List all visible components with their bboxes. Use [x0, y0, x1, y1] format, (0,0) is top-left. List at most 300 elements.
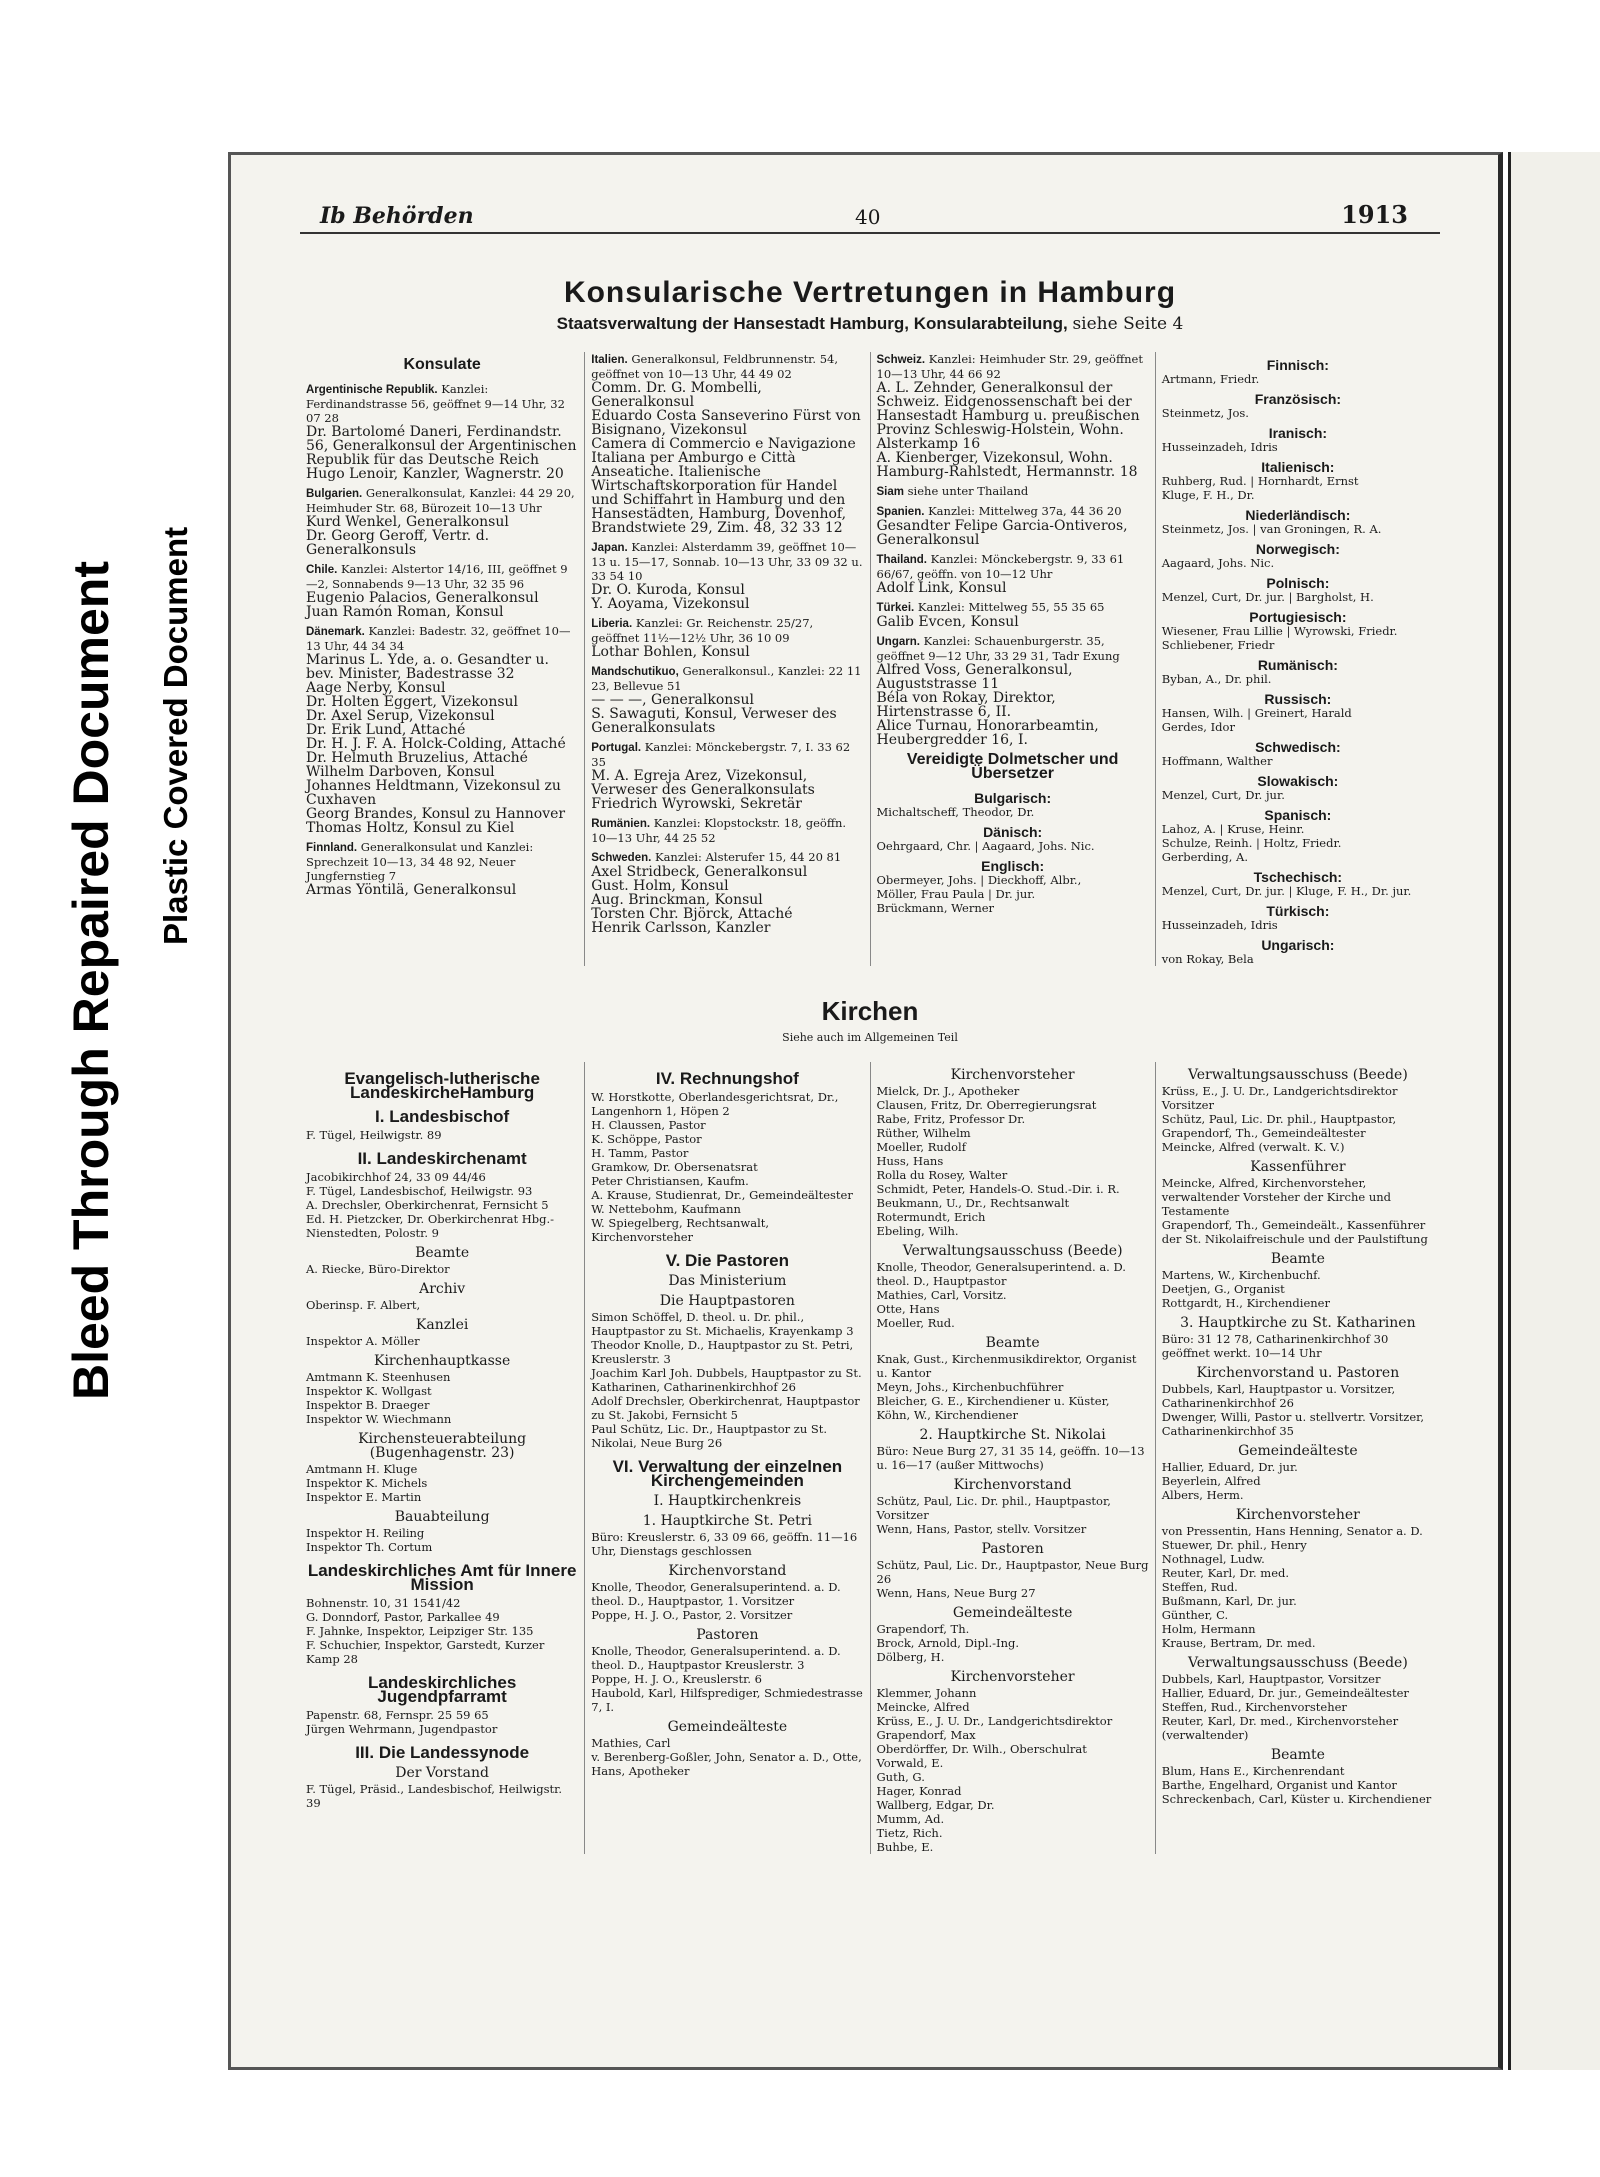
church-entry: Amtmann H. Kluge: [306, 1462, 418, 1476]
subsection-heading: Kirchenvorsteher: [950, 1067, 1075, 1083]
church-entry: Buhbe, E.: [876, 1840, 934, 1854]
country-name: Chile.: [306, 564, 338, 576]
consulate-person: Dr. Bartolomé Daneri, Ferdinandstr. 56, Generalkonsul der Argentinischen Republik für das Deutsche Reich: [306, 424, 577, 468]
language-heading: Iranisch:: [1268, 425, 1328, 441]
church-entry: Meincke, Alfred, Kirchenvorsteher, verwaltender Vorsteher der Kirche und Testamente: [1161, 1176, 1392, 1218]
church-entry: Dubbels, Karl, Hauptpastor u. Vorsitzer, Catharinenkirchhof 26: [1161, 1382, 1396, 1410]
translator-name: Kluge, F. H., Dr.: [1161, 488, 1255, 502]
church-entry: Meyn, Johs., Kirchenbuchführer: [876, 1380, 1064, 1394]
subsection-heading: Pastoren: [696, 1627, 759, 1643]
country-name: Siam: [876, 486, 904, 498]
consulate-person: Eugenio Palacios, Generalkonsul: [306, 590, 539, 606]
country-name: Rumänien.: [591, 818, 651, 830]
church-entry: Inspektor E. Martin: [306, 1490, 422, 1504]
consulate-person: Armas Yöntilä, Generalkonsul: [306, 882, 517, 898]
translator-name: Menzel, Curt, Dr. jur.: [1161, 788, 1285, 802]
subsection-heading: Die Hauptpastoren: [659, 1293, 795, 1309]
consulate-person: Dr. Georg Geroff, Vertr. d. Generalkonsuls: [306, 528, 490, 558]
consulate-entry: [306, 562, 578, 619]
consulate-entry: [591, 352, 863, 535]
church-entry: Hallier, Eduard, Dr. jur., Gemeindeältester: [1161, 1686, 1409, 1700]
country-name: Schweden.: [591, 852, 652, 864]
church-entry: Inspektor A. Möller: [306, 1334, 420, 1348]
language-heading: Schwedisch:: [1255, 739, 1341, 755]
translator-name: Gerberding, A.: [1161, 850, 1248, 864]
church-entry: Reuter, Karl, Dr. med.: [1161, 1566, 1290, 1580]
consulate-person: Georg Brandes, Konsul zu Hannover: [306, 806, 566, 822]
consulate-address: Kanzlei: Klopstockstr. 18, geöffn. 10—13 Uhr, 44 25 52: [591, 816, 847, 845]
church-entry: Huss, Hans: [876, 1154, 944, 1168]
church-entry: Guth, G.: [876, 1770, 925, 1784]
church-entry: Moeller, Rud.: [876, 1316, 955, 1330]
subsection-heading: Kanzlei: [415, 1317, 469, 1333]
church-entry: Mielck, Dr. J., Apotheker: [876, 1084, 1020, 1098]
consulate-address: Kanzlei: Ferdinandstrasse 56, geöffnet 9—14 Uhr, 32 07 28: [306, 382, 565, 425]
church-entry: Stuewer, Dr. phil., Henry: [1161, 1538, 1307, 1552]
translator-name: Menzel, Curt, Dr. jur. | Kluge, F. H., Dr. jur.: [1161, 884, 1412, 898]
consulate-person: S. Sawaguti, Konsul, Verweser des Generalkonsulats: [591, 706, 837, 736]
church-entry: Grapendorf, Th., Gemeindeältester: [1161, 1126, 1366, 1140]
subsection-heading: Beamte: [985, 1335, 1040, 1351]
church-entry: Inspektor B. Draeger: [306, 1398, 430, 1412]
church-entry: Papenstr. 68, Fernspr. 25 59 65: [306, 1708, 489, 1722]
church-entry: Schreckenbach, Carl, Küster u. Kirchendiener: [1161, 1792, 1432, 1806]
section-heading: Evangelisch-lutherische LandeskircheHamburg: [344, 1069, 540, 1102]
church-entry: Amtmann K. Steenhusen: [306, 1370, 451, 1384]
consulate-person: Dr. Axel Serup, Vizekonsul: [306, 708, 495, 724]
language-heading: Englisch:: [981, 858, 1045, 874]
church-entry: Mathies, Carl, Vorsitz.: [876, 1288, 1007, 1302]
bleed-through-label: Bleed Through Repaired Document: [63, 561, 119, 1400]
consulate-person: Y. Aoyama, Vizekonsul: [591, 596, 750, 612]
church-entry: Knak, Gust., Kirchenmusikdirektor, Organist u. Kantor: [876, 1352, 1137, 1380]
country-name: Thailand.: [876, 554, 927, 566]
subsection-heading: Der Vorstand: [395, 1765, 489, 1781]
consulate-person: Lothar Bohlen, Konsul: [591, 644, 750, 660]
church-entry: Albers, Herm.: [1161, 1488, 1244, 1502]
subsection-heading: Verwaltungsausschuss (Beede): [1187, 1067, 1408, 1083]
consulate-address: siehe unter Thailand: [907, 484, 1029, 498]
consulate-address: Kanzlei: Mönckebergstr. 9, 33 61 66/67, geöffn. von 10—12 Uhr: [876, 552, 1125, 581]
country-name: Portugal.: [591, 742, 642, 754]
consulate-address: Kanzlei: Badestr. 32, geöffnet 10—13 Uhr, 44 34 34: [306, 624, 571, 653]
church-column-2: [585, 1062, 870, 1854]
subsection-heading: Archiv: [419, 1281, 466, 1297]
translator-name: Artmann, Friedr.: [1161, 372, 1260, 386]
konsulate-heading: Konsulate: [403, 356, 481, 373]
translator-name: Gerdes, Idor: [1161, 720, 1235, 734]
translator-name: Husseinzadeh, Idris: [1161, 918, 1278, 932]
church-column-3: [871, 1062, 1156, 1854]
section-heading: V. Die Pastoren: [665, 1251, 789, 1270]
consulate-entry: [877, 552, 1149, 595]
consulate-person: Dr. Helmuth Bruzelius, Attaché: [306, 750, 528, 766]
kirchen-title: Kirchen: [821, 996, 919, 1026]
church-entry: Büro: Kreuslerstr. 6, 33 09 66, geöffn. 11—16 Uhr, Dienstags geschlossen: [591, 1530, 858, 1558]
church-entry: Knolle, Theodor, Generalsuperintend. a. D. theol. D., Hauptpastor, 1. Vorsitzer: [591, 1580, 841, 1608]
church-entry: Holm, Hermann: [1161, 1622, 1256, 1636]
subsection-heading: Gemeindeälteste: [952, 1605, 1073, 1621]
consulate-person: Alice Turnau, Honorarbeamtin, Heubergredder 16, I.: [876, 718, 1099, 748]
section-heading: Landeskirchliches Jugendpfarramt: [367, 1673, 517, 1706]
subsection-heading: 2. Hauptkirche St. Nikolai: [919, 1427, 1106, 1443]
consulate-person: Dr. H. J. F. A. Holck-Colding, Attaché: [306, 736, 566, 752]
church-entry: Knolle, Theodor, Generalsuperintend. a. D. theol. D., Hauptpastor: [876, 1260, 1126, 1288]
country-name: Ungarn.: [876, 636, 920, 648]
subsection-heading: Kirchenvorstand: [668, 1563, 787, 1579]
consulate-address: Generalkonsulat und Kanzlei: Sprechzeit 10—13, 34 48 92, Neuer Jungfernstieg 7: [306, 840, 534, 883]
consulate-person: — — —, Generalkonsul: [591, 692, 754, 708]
subsection-heading: Beamte: [415, 1245, 470, 1261]
church-entry: Vorwald, E.: [876, 1756, 944, 1770]
consulate-address: Generalkonsulat, Kanzlei: 44 29 20, Heimhuder Str. 68, Bürozeit 10—13 Uhr: [306, 486, 575, 515]
consulate-entry: [877, 634, 1149, 747]
church-entry: Theodor Knolle, D., Hauptpastor zu St. Petri, Kreuslerstr. 3: [591, 1338, 854, 1366]
church-entry: Simon Schöffel, D. theol. u. Dr. phil., Hauptpastor zu St. Michaelis, Krayenkamp 3: [591, 1310, 854, 1338]
translator-name: Hansen, Wilh. | Greinert, Harald: [1161, 706, 1352, 720]
consulate-person: Eduardo Costa Sanseverino Fürst von Bisignano, Vizekonsul: [591, 408, 861, 438]
church-entry: Meincke, Alfred: [876, 1700, 970, 1714]
consulate-person: Hugo Lenoir, Kanzler, Wagnerstr. 20: [306, 466, 564, 482]
church-entry: Wenn, Hans, Neue Burg 27: [876, 1586, 1036, 1600]
church-entry: Büro: Neue Burg 27, 31 35 14, geöffn. 10—13 u. 16—17 (außer Mittwochs): [876, 1444, 1145, 1472]
consulate-person: A. Kienberger, Vizekonsul, Wohn. Hamburg-Rahlstedt, Hermannstr. 18: [876, 450, 1138, 480]
subsection-heading: Pastoren: [981, 1541, 1044, 1557]
church-entry: von Pressentin, Hans Henning, Senator a. D.: [1161, 1524, 1423, 1538]
church-entry: Köhn, W., Kirchendiener: [876, 1408, 1018, 1422]
subsection-heading: Beamte: [1270, 1747, 1325, 1763]
consulate-person: Galib Evcen, Konsul: [876, 614, 1019, 630]
church-entry: A. Riecke, Büro-Direktor: [306, 1262, 450, 1276]
church-entry: Bußmann, Karl, Dr. jur.: [1161, 1594, 1297, 1608]
consulate-person: Friedrich Wyrowski, Sekretär: [591, 796, 803, 812]
country-name: Italien.: [591, 354, 628, 366]
subsection-heading: Bauabteilung: [394, 1509, 490, 1525]
church-entry: Bohnenstr. 10, 31 1541/42: [306, 1596, 461, 1610]
consulate-person: Henrik Carlsson, Kanzler: [591, 920, 771, 936]
church-entry: Krüss, E., J. U. Dr., Landgerichtsdirektor Vorsitzer: [1161, 1084, 1398, 1112]
consulate-person: Gust. Holm, Konsul: [591, 878, 729, 894]
section-label: Ib Behörden: [320, 203, 474, 229]
consulate-person: M. A. Egreja Arez, Vizekonsul, Verweser des Generalkonsulats: [591, 768, 815, 798]
church-entry: Adolf Drechsler, Oberkirchenrat, Hauptpastor zu St. Jakobi, Fernsicht 5: [591, 1394, 860, 1422]
translator-name: Byban, A., Dr. phil.: [1161, 672, 1272, 686]
adjacent-page-edge: [1508, 152, 1600, 2070]
translator-name: Michaltscheff, Theodor, Dr.: [876, 805, 1035, 819]
church-entry: Tietz, Rich.: [876, 1826, 943, 1840]
country-name: Türkei.: [876, 602, 915, 614]
church-entry: F. Tügel, Heilwigstr. 89: [306, 1128, 442, 1142]
church-entry: Grapendorf, Th.: [876, 1622, 970, 1636]
church-entry: F. Tügel, Landesbischof, Heilwigstr. 93: [306, 1184, 533, 1198]
subsection-heading: 1. Hauptkirche St. Petri: [642, 1513, 812, 1529]
church-entry: Wenn, Hans, Pastor, stellv. Vorsitzer: [876, 1522, 1087, 1536]
country-name: Liberia.: [591, 618, 633, 630]
consulate-entry: [306, 382, 578, 481]
consulate-entry: [591, 540, 863, 611]
church-entry: H. Claussen, Pastor: [591, 1118, 706, 1132]
church-entry: Dölberg, H.: [876, 1650, 945, 1664]
dolmetscher-heading: Vereidigte Dolmetscher und Übersetzer: [906, 751, 1119, 782]
church-entry: Ebeling, Wilh.: [876, 1224, 959, 1238]
language-heading: Polnisch:: [1266, 575, 1330, 591]
church-entry: Moeller, Rudolf: [876, 1140, 966, 1154]
church-entry: Ed. H. Pietzcker, Dr. Oberkirchenrat Hbg.-Nienstedten, Polostr. 9: [306, 1212, 555, 1240]
church-entry: W. Horstkotte, Oberlandesgerichtsrat, Dr., Langenhorn 1, Höpen 2: [591, 1090, 839, 1118]
consulate-person: Kurd Wenkel, Generalkonsul: [306, 514, 509, 530]
consulate-address: Kanzlei: Schauenburgerstr. 35, geöffnet 9—12 Uhr, 33 29 31, Tadr Exung: [876, 634, 1120, 663]
subsection-heading: I. Hauptkirchenkreis: [653, 1493, 802, 1509]
language-heading: Portugiesisch:: [1249, 609, 1347, 625]
church-entry: Schütz, Paul, Lic. Dr. phil., Hauptpastor,: [1161, 1112, 1397, 1126]
subsection-heading: Verwaltungsausschuss (Beede): [1187, 1655, 1408, 1671]
church-entry: Schmidt, Peter, Handels-O. Stud.-Dir. i. R.: [876, 1182, 1120, 1196]
translator-name: Ruhberg, Rud. | Hornhardt, Ernst: [1161, 474, 1359, 488]
page-number: 40: [855, 205, 881, 229]
church-entry: Grapendorf, Th., Gemeindeält., Kassenführer der St. Nikolaifreischule und der Paulstiftung: [1161, 1218, 1428, 1246]
church-entry: W. Spiegelberg, Rechtsanwalt, Kirchenvorsteher: [591, 1216, 770, 1244]
subsection-heading: Kirchenvorstand: [953, 1477, 1072, 1493]
section-heading: IV. Rechnungshof: [655, 1069, 799, 1088]
church-entry: Poppe, H. J. O., Kreuslerstr. 6: [591, 1672, 762, 1686]
subsection-heading: Kirchenvorstand u. Pastoren: [1196, 1365, 1400, 1381]
translator-name: Obermeyer, Johs. | Dieckhoff, Albr.,: [876, 873, 1082, 887]
country-name: Mandschutikuo,: [591, 666, 679, 678]
church-entry: Joachim Karl Joh. Dubbels, Hauptpastor zu St. Katharinen, Catharinenkirchhof 26: [591, 1366, 862, 1394]
church-entry: Otte, Hans: [876, 1302, 940, 1316]
church-entry: Gramkow, Dr. Obersenatsrat: [591, 1160, 758, 1174]
consulate-entry: [306, 840, 578, 897]
section-heading: II. Landeskirchenamt: [357, 1149, 527, 1168]
church-entry: Clausen, Fritz, Dr. Oberregierungsrat: [876, 1098, 1097, 1112]
consulate-address: Kanzlei: Gr. Reichenstr. 25/27, geöffnet 11½—12½ Uhr, 36 10 09: [591, 616, 814, 645]
translator-name: Steinmetz, Jos. | van Groningen, R. A.: [1161, 522, 1382, 536]
church-entry: v. Berenberg-Goßler, John, Senator a. D., Otte, Hans, Apotheker: [591, 1750, 862, 1778]
church-entry: Beukmann, U., Dr., Rechtsanwalt: [876, 1196, 1070, 1210]
consulate-person: Wilhelm Darboven, Konsul: [306, 764, 495, 780]
church-entry: Wallberg, Edgar, Dr.: [876, 1798, 995, 1812]
consulate-address: Kanzlei: Alsterufer 15, 44 20 81: [654, 850, 842, 864]
consulate-entry: [877, 504, 1149, 547]
consulate-entry: [591, 850, 863, 935]
consulate-column-1: [300, 352, 585, 966]
consulate-person: Thomas Holtz, Konsul zu Kiel: [306, 820, 515, 836]
church-entry: Mumm, Ad.: [876, 1812, 945, 1826]
church-entry: Nothnagel, Ludw.: [1161, 1552, 1265, 1566]
church-entry: Inspektor K. Michels: [306, 1476, 428, 1490]
translator-name: Aagaard, Johs. Nic.: [1161, 556, 1275, 570]
country-name: Spanien.: [876, 506, 925, 518]
subsection-heading: Kirchenvorsteher: [950, 1669, 1075, 1685]
country-name: Schweiz.: [876, 354, 926, 366]
subsection-heading: Kirchenvorsteher: [1235, 1507, 1360, 1523]
church-entry: Hager, Konrad: [876, 1784, 962, 1798]
consulate-person: Béla von Rokay, Direktor, Hirtenstrasse 6, II.: [876, 690, 1056, 720]
consulate-address: Generalkonsul., Kanzlei: 22 11 23, Bellevue 51: [591, 664, 862, 693]
translator-name: Lahoz, A. | Kruse, Heinr.: [1161, 822, 1305, 836]
church-entry: Dwenger, Willi, Pastor u. stellvertr. Vorsitzer, Catharinenkirchhof 35: [1161, 1410, 1425, 1438]
church-entry: Steffen, Rud.: [1161, 1580, 1238, 1594]
church-entry: Krüss, E., J. U. Dr., Landgerichtsdirektor: [876, 1714, 1113, 1728]
church-entry: A. Drechsler, Oberkirchenrat, Fernsicht 5: [306, 1198, 549, 1212]
consulate-column-3: [871, 352, 1156, 966]
church-entry: F. Tügel, Präsid., Landesbischof, Heilwigstr. 39: [306, 1782, 563, 1810]
year-label: 1913: [1341, 200, 1408, 229]
church-entry: F. Schuchier, Inspektor, Garstedt, Kurzer Kamp 28: [306, 1638, 545, 1666]
subsection-heading: Das Ministerium: [668, 1273, 787, 1289]
church-entry: Grapendorf, Max: [876, 1728, 976, 1742]
church-entry: Haubold, Karl, Hilfsprediger, Schmiedestrasse 7, I.: [591, 1686, 863, 1714]
consulate-entry: [306, 624, 578, 835]
language-heading: Tschechisch:: [1253, 869, 1343, 885]
consulate-entry: [877, 600, 1149, 629]
section-heading: Landeskirchliches Amt für Innere Mission: [307, 1561, 577, 1594]
subsection-heading: Kirchenhauptkasse: [374, 1353, 511, 1369]
country-name: Finnland.: [306, 842, 358, 854]
subsection-heading: Kirchensteuerabteilung (Bugenhagenstr. 23): [358, 1431, 527, 1461]
translator-name: Möller, Frau Paula | Dr. jur.: [876, 887, 1036, 901]
church-entry: A. Krause, Studienrat, Dr., Gemeindeältester: [591, 1188, 853, 1202]
church-entry: H. Tamm, Pastor: [591, 1146, 689, 1160]
church-entry: Brock, Arnold, Dipl.-Ing.: [876, 1636, 1020, 1650]
language-heading: Türkisch:: [1266, 903, 1330, 919]
church-entry: Barthe, Engelhard, Organist und Kantor: [1161, 1778, 1397, 1792]
consulate-person: Dr. Erik Lund, Attaché: [306, 722, 466, 738]
church-entry: Günther, C.: [1161, 1608, 1229, 1622]
subsection-heading: Verwaltungsausschuss (Beede): [902, 1243, 1123, 1259]
consulate-entry: [591, 664, 863, 735]
language-heading: Ungarisch:: [1261, 937, 1335, 953]
church-entry: Martens, W., Kirchenbuchf.: [1161, 1268, 1321, 1282]
consulate-address: Kanzlei: Alstertor 14/16, III, geöffnet 9—2, Sonnabends 9—13 Uhr, 32 35 96: [306, 562, 568, 591]
consulate-person: Juan Ramón Roman, Konsul: [306, 604, 504, 620]
church-entry: Paul Schütz, Lic. Dr., Hauptpastor zu St. Nikolai, Neue Burg 26: [591, 1422, 828, 1450]
translator-name: Husseinzadeh, Idris: [1161, 440, 1278, 454]
church-entry: Beyerlein, Alfred: [1161, 1474, 1261, 1488]
consulate-person: Adolf Link, Konsul: [876, 580, 1007, 596]
subsection-heading: Kassenführer: [1250, 1159, 1346, 1175]
consulate-person: A. L. Zehnder, Generalkonsul der Schweiz. Eidgenossenschaft bei der Hansestadt Hamburg u. preußischen Provinz Schleswig-Holstein, Wohn. Alsterkamp 16: [876, 380, 1140, 452]
church-entry: Blum, Hans E., Kirchenrendant: [1161, 1764, 1345, 1778]
consulate-person: Dr. Holten Eggert, Vizekonsul: [306, 694, 519, 710]
consulate-address: Kanzlei: Mittelweg 55, 55 35 65: [917, 600, 1105, 614]
church-entry: Krause, Bertram, Dr. med.: [1161, 1636, 1316, 1650]
consulate-person: Johannes Heldtmann, Vizekonsul zu Cuxhaven: [306, 778, 561, 808]
church-entry: Peter Christiansen, Kaufm.: [591, 1174, 749, 1188]
church-entry: Reuter, Karl, Dr. med., Kirchenvorsteher (verwaltender): [1161, 1714, 1399, 1742]
running-head: [300, 200, 1440, 234]
country-name: Japan.: [591, 542, 628, 554]
language-heading: Finnisch:: [1266, 357, 1329, 373]
church-entry: K. Schöppe, Pastor: [591, 1132, 702, 1146]
consulate-columns: [300, 352, 1440, 966]
church-entry: Inspektor Th. Cortum: [306, 1540, 433, 1554]
country-name: Bulgarien.: [306, 488, 363, 500]
church-entry: Klemmer, Johann: [876, 1686, 977, 1700]
consulate-column-4: [1156, 352, 1440, 966]
church-entry: Mathies, Carl: [591, 1736, 671, 1750]
church-entry: Oberinsp. F. Albert,: [306, 1298, 421, 1312]
church-entry: Steffen, Rud., Kirchenvorsteher: [1161, 1700, 1347, 1714]
church-entry: Jacobikirchhof 24, 33 09 44/46: [306, 1170, 486, 1184]
consulate-entry: [877, 484, 1149, 499]
church-entry: F. Jahnke, Inspektor, Leipziger Str. 135: [306, 1624, 534, 1638]
church-column-1: [300, 1062, 585, 1854]
language-heading: Spanisch:: [1264, 807, 1332, 823]
church-entry: Rolla du Rosey, Walter: [876, 1168, 1008, 1182]
translator-name: Schulze, Reinh. | Holtz, Friedr.: [1161, 836, 1342, 850]
consulate-person: Aug. Brinckman, Konsul: [591, 892, 763, 908]
consulate-address: Kanzlei: Mittelweg 37a, 44 36 20: [928, 504, 1122, 518]
subsection-heading: Gemeindeälteste: [1238, 1443, 1358, 1459]
consulate-entry: [591, 616, 863, 659]
church-entry: Poppe, H. J. O., Pastor, 2. Vorsitzer: [591, 1608, 793, 1622]
consulate-entry: [306, 486, 578, 557]
consulate-address: Kanzlei: Alsterdamm 39, geöffnet 10—13 u. 15—17, Sonnab. 10—13 Uhr, 33 09 32 u. 33 54 10: [591, 540, 863, 583]
consulate-address: Kanzlei: Heimhuder Str. 29, geöffnet 10—13 Uhr, 44 66 92: [876, 352, 1143, 381]
church-entry: Meincke, Alfred (verwalt. K. V.): [1161, 1140, 1345, 1154]
page-content: [300, 200, 1440, 1854]
church-entry: Inspektor K. Wollgast: [306, 1384, 432, 1398]
language-heading: Dänisch:: [983, 824, 1043, 840]
translator-name: von Rokay, Bela: [1161, 952, 1254, 966]
translator-name: Wiesener, Frau Lillie | Wyrowski, Friedr.: [1161, 624, 1398, 638]
section-heading: I. Landesbischof: [375, 1107, 510, 1126]
subsection-heading: Beamte: [1270, 1251, 1325, 1267]
church-entry: Hallier, Eduard, Dr. jur.: [1161, 1460, 1298, 1474]
consulate-entry: [877, 352, 1149, 479]
translator-name: Steinmetz, Jos.: [1161, 406, 1249, 420]
consulate-person: Torsten Chr. Björck, Attaché: [591, 906, 793, 922]
section-heading: VI. Verwaltung der einzelnen Kirchengemeinden: [612, 1457, 843, 1490]
consulate-entry: [591, 816, 863, 845]
translator-name: Schliebener, Friedr: [1161, 638, 1275, 652]
consulate-person: Comm. Dr. G. Mombelli, Generalkonsul: [591, 380, 762, 410]
church-entry: Rüther, Wilhelm: [876, 1126, 971, 1140]
consulate-person: Marinus L. Yde, a. o. Gesandter u. bev. Minister, Badestrasse 32: [306, 652, 549, 682]
church-entry: Inspektor H. Reiling: [306, 1526, 425, 1540]
country-name: Argentinische Republik.: [306, 384, 438, 396]
country-name: Dänemark.: [306, 626, 365, 638]
church-entry: Rabe, Fritz, Professor Dr.: [876, 1112, 1026, 1126]
church-entry: Oberdörffer, Dr. Wilh., Oberschulrat: [876, 1742, 1087, 1756]
translator-name: Oehrgaard, Chr. | Aagaard, Johs. Nic.: [876, 839, 1095, 853]
page-subtitle: [300, 314, 1440, 334]
subtitle-text: Staatsverwaltung der Hansestadt Hamburg, Konsularabteilung,: [556, 314, 1068, 333]
language-heading: Russisch:: [1264, 691, 1332, 707]
church-entry: Rotermundt, Erich: [876, 1210, 986, 1224]
church-entry: Schütz, Paul, Lic. Dr., Hauptpastor, Neue Burg 26: [876, 1558, 1149, 1586]
consulate-address: Kanzlei: Mönckebergstr. 7, I. 33 62 35: [591, 740, 851, 769]
translator-name: Hoffmann, Walther: [1161, 754, 1273, 768]
church-entry: Bleicher, G. E., Kirchendiener u. Küster,: [876, 1394, 1110, 1408]
subtitle-reference: siehe Seite 4: [1072, 314, 1184, 334]
language-heading: Niederländisch:: [1245, 507, 1351, 523]
language-heading: Französisch:: [1254, 391, 1342, 407]
consulate-person: Gesandter Felipe Garcia-Ontiveros, Generalkonsul: [876, 518, 1128, 548]
language-heading: Norwegisch:: [1255, 541, 1340, 557]
translator-name: Menzel, Curt, Dr. jur. | Bargholst, H.: [1161, 590, 1374, 604]
consulate-person: Alfred Voss, Generalkonsul, Auguststrasse 11: [876, 662, 1073, 692]
consulate-person: Dr. O. Kuroda, Konsul: [591, 582, 745, 598]
consulate-address: Generalkonsul, Feldbrunnenstr. 54, geöffnet von 10—13 Uhr, 44 49 02: [591, 352, 839, 381]
plastic-covered-label: Plastic Covered Document: [157, 526, 194, 945]
church-column-4: [1156, 1062, 1440, 1854]
page-title: Konsularische Vertretungen in Hamburg: [563, 276, 1177, 309]
language-heading: Bulgarisch:: [974, 790, 1052, 806]
consulate-person: Camera di Commercio e Navigazione Italiana per Amburgo e Città Anseatiche. Italienische Wirtschaftskorporation für Handel und Schiffahrt in Hamburg und den Hansestädten, Hamburg, Dovenhof, Brandstwiete 29, Zim. 48, 32 33 12: [591, 436, 856, 536]
church-entry: G. Donndorf, Pastor, Parkallee 49: [306, 1610, 500, 1624]
